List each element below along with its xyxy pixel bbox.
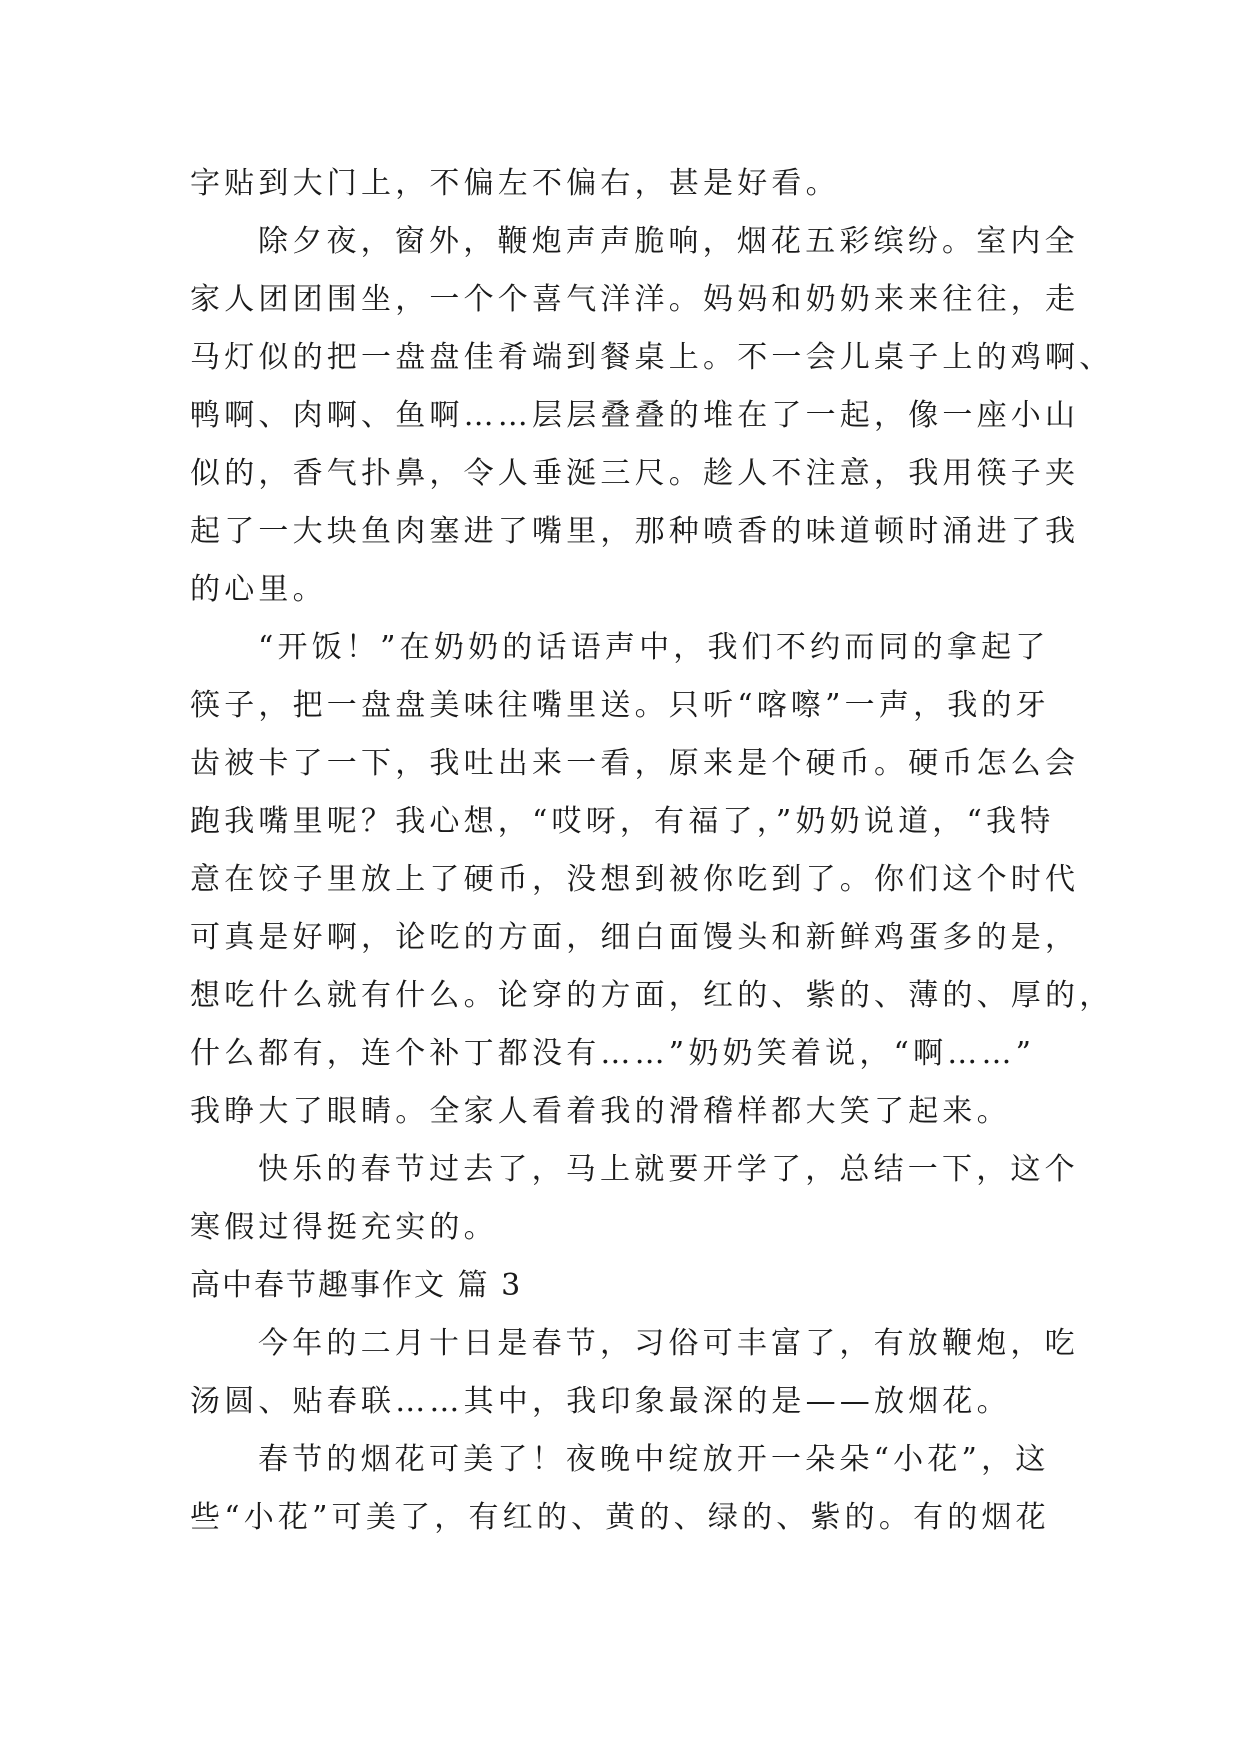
text-line: 快乐的春节过去了，马上就要开学了，总结一下，这个 (258, 1152, 1079, 1187)
text-line: 筷子，把一盘盘美味往嘴里送。只听“喀嚓”一声，我的牙 (190, 688, 1050, 723)
text-line: 鸭啊、肉啊、鱼啊……层层叠叠的堆在了一起，像一座小山 (190, 398, 1080, 433)
text-line: 想吃什么就有什么。论穿的方面，红的、紫的、薄的、厚的， (190, 978, 1114, 1013)
text-line: 起了一大块鱼肉塞进了嘴里，那种喷香的味道顿时涌进了我 (190, 514, 1080, 549)
text-line: 家人团团围坐，一个个喜气洋洋。妈妈和奶奶来来往往，走 (190, 282, 1080, 317)
text-line: 什么都有，连个补丁都没有……”奶奶笑着说，“啊……” (190, 1036, 1036, 1071)
text-line: 我睁大了眼睛。全家人看着我的滑稽样都大笑了起来。 (190, 1094, 1011, 1129)
text-line: 字贴到大门上，不偏左不偏右，甚是好看。 (190, 166, 840, 201)
text-line: “开饭！”在奶奶的话语声中，我们不约而同的拿起了 (258, 630, 1050, 665)
text-line: 些“小花”可美了，有红的、黄的、绿的、紫的。有的烟花 (190, 1500, 1050, 1535)
text-line: 意在饺子里放上了硬币，没想到被你吃到了。你们这个时代 (190, 862, 1080, 897)
text-line: 寒假过得挺充实的。 (190, 1210, 498, 1245)
section-heading: 高中春节趣事作文 篇 3 (190, 1268, 523, 1303)
text-line: 马灯似的把一盘盘佳肴端到餐桌上。不一会儿桌子上的鸡啊、 (190, 340, 1114, 375)
text-line: 跑我嘴里呢？我心想，“哎呀，有福了，”奶奶说道，“我特 (190, 804, 1055, 839)
text-line: 可真是好啊，论吃的方面，细白面馒头和新鲜鸡蛋多的是， (190, 920, 1080, 955)
document-page (190, 155, 1114, 1547)
text-line: 春节的烟花可美了！夜晚中绽放开一朵朵“小花”，这 (258, 1442, 1050, 1477)
text-line: 似的，香气扑鼻，令人垂涎三尺。趁人不注意，我用筷子夹 (190, 456, 1080, 491)
text-line: 汤圆、贴春联……其中，我印象最深的是——放烟花。 (190, 1384, 1011, 1419)
text-line: 今年的二月十日是春节，习俗可丰富了，有放鞭炮，吃 (258, 1326, 1079, 1361)
text-line: 齿被卡了一下，我吐出来一看，原来是个硬币。硬币怎么会 (190, 746, 1080, 781)
text-line: 除夕夜，窗外，鞭炮声声脆响，烟花五彩缤纷。室内全 (258, 224, 1079, 259)
text-line: 的心里。 (190, 572, 327, 607)
